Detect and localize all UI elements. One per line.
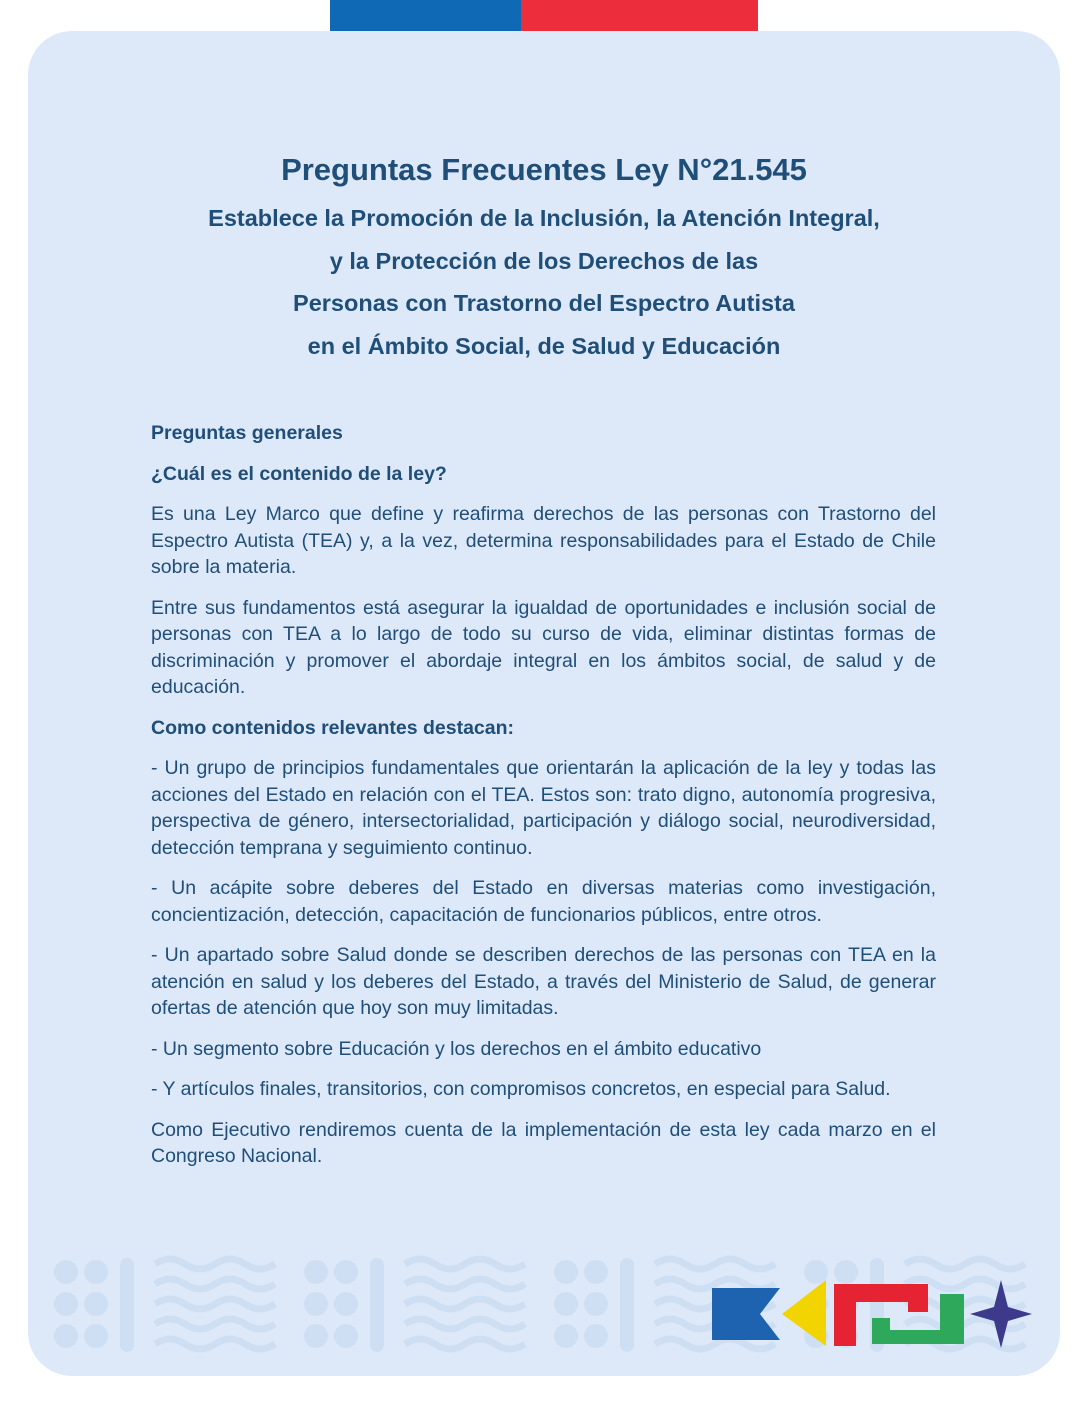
subtitle-line-2: y la Protección de los Derechos de las <box>329 248 759 274</box>
paragraph-2: Entre sus fundamentos está asegurar la igualdad de oportunidades e inclusión social de personas con TEA a lo largo de todo su curso de vida, eliminar distintas formas de discriminación y promover el abordaje integral en los ámbitos social, de salud y de educación. <box>151 596 936 698</box>
flag-stripe-blue <box>330 0 521 31</box>
question-heading: ¿Cuál es el contenido de la ley? <box>151 462 447 485</box>
paragraph-1: Es una Ley Marco que define y reafirma derechos de las personas con Trastorno del Espectro Autista (TEA) y, a la vez, determina responsabilidades para el Estado de Chile sobre la materia. <box>151 503 936 578</box>
list-item-2: - Un acápite sobre deberes del Estado en diversas materias como investigación, concientización, detección, capacitación de funcionarios públicos, entre otros. <box>151 877 936 926</box>
list-item-5: - Y artículos finales, transitorios, con compromisos concretos, en especial para Salud. <box>151 1078 891 1100</box>
document-body <box>151 420 936 1184</box>
flag-stripe-red <box>521 0 758 31</box>
list-item-3: - Un apartado sobre Salud donde se describen derechos de las personas con TEA en la atención en salud y los deberes del Estado, a través del Ministerio de Salud, de generar ofertas de atención que hoy son muy limitadas. <box>151 944 936 1019</box>
page-title: Preguntas Frecuentes Ley N°21.545 <box>281 152 807 187</box>
list-item-1: - Un grupo de principios fundamentales que orientarán la aplicación de la ley y todas las acciones del Estado en relación con el TEA. Estos son: trato digno, autonomía progresiva, perspectiva de género, intersectorialidad, participación y diálogo social, neurodiversidad, detección temprana y seguimiento continuo. <box>151 757 936 859</box>
subtitle-line-3: Personas con Trastorno del Espectro Autista <box>293 290 795 316</box>
highlights-heading: Como contenidos relevantes destacan: <box>151 716 515 739</box>
government-logo-icon <box>712 1278 1034 1350</box>
list-item-4: - Un segmento sobre Educación y los derechos en el ámbito educativo <box>151 1037 762 1060</box>
section-heading: Preguntas generales <box>151 422 343 444</box>
subtitle-line-1: Establece la Promoción de la Inclusión, la Atención Integral, <box>208 205 880 231</box>
subtitle-line-4: en el Ámbito Social, de Salud y Educación <box>307 333 781 359</box>
closing-paragraph: Como Ejecutivo rendiremos cuenta de la implementación de esta ley cada marzo en el Congreso Nacional. <box>151 1118 936 1167</box>
